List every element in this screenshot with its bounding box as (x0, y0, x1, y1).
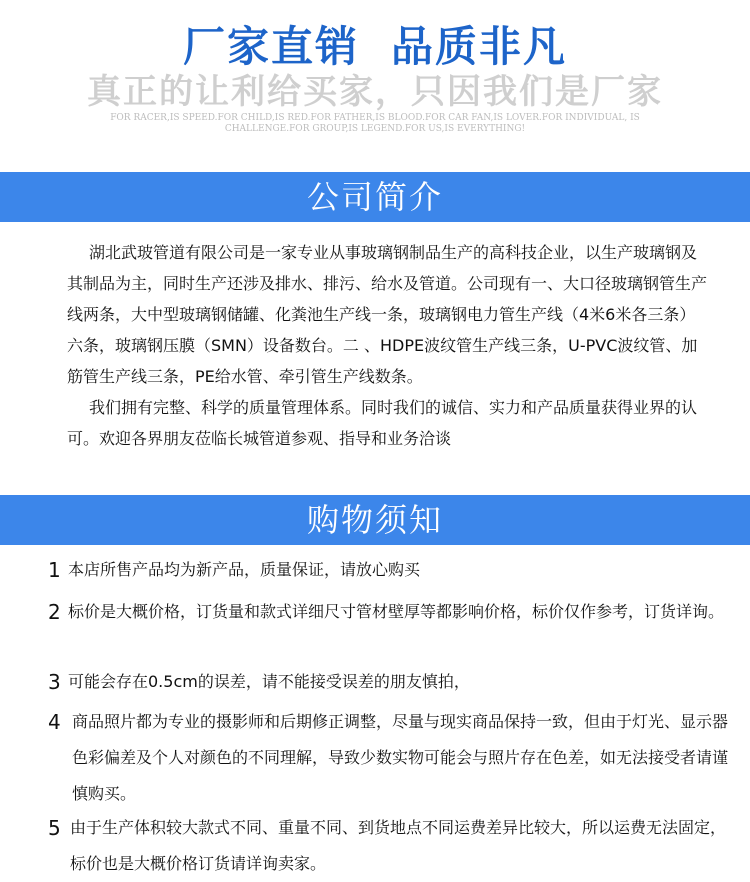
notice-item-number: 1 (48, 558, 61, 582)
notice-item-text: 可能会存在0.5cm的误差，请不能接受误差的朋友慎拍， (68, 672, 470, 691)
notice-item-text: 商品照片都为专业的摄影师和后期修正调整，尽量与现实商品保持一致，但由于灯光、显示器色彩偏差及个人对颜色的不同理解，导致少数实物可能会与照片存在色差，如无法接受者请谨慎购买。 (72, 712, 729, 803)
headline-right: 品质非凡 (391, 22, 568, 71)
hero-header (0, 0, 750, 170)
intro-banner (0, 172, 750, 222)
notice-item (48, 664, 728, 700)
notice-item-number: 3 (48, 670, 61, 694)
intro-title: 公司简介 (306, 178, 443, 216)
notice-item-text: 本店所售产品均为新产品，质量保证，请放心购买 (68, 560, 421, 579)
intro-paragraph-1: 湖北武玻管道有限公司是一家专业从事玻璃钢制品生产的高科技企业，以生产玻璃钢及其制品为主，同时生产还涉及排水、排污、给水及管道。公司现有一、大口径玻璃钢管生产线两条，大中型玻璃钢储罐、化粪池生产线一条，玻璃钢电力管生产线（4米6米各三条）六条，玻璃钢压膜（SMN）设备数台。二 、HDPE波纹管生产线三条，U-PVC波纹管、加筋管生产线三条，PE给水管、牵引管生产线数条。 (67, 243, 708, 386)
notice-item (48, 810, 728, 882)
notice-item-number: 2 (48, 600, 61, 624)
intro-paragraph-2: 我们拥有完整、科学的质量管理体系。同时我们的诚信、实力和产品质量获得业界的认可。欢迎各界朋友莅临长城管道参观、指导和业务洽谈 (67, 398, 698, 448)
notice-banner (0, 495, 750, 545)
notice-item-text: 由于生产体积较大款式不同、重量不同、到货地点不同运费差异比较大，所以运费无法固定，标价也是大概价格订货请详询卖家。 (70, 818, 727, 873)
headline-left: 厂家直销 (182, 22, 359, 71)
notice-item (48, 704, 728, 812)
tagline: FOR RACER,IS SPEED.FOR CHILD,IS RED.FOR FATHER,IS BLOOD.FOR CAR FAN,IS LOVER.FOR INDIVIDUAL, IS CHALLENGE.FOR GROUP,IS LEGEND.FOR US,IS EVERYTHING! (110, 113, 640, 134)
notice-item (48, 552, 728, 588)
notice-item-number: 5 (48, 816, 61, 840)
notice-item (48, 594, 728, 630)
notice-item-text: 标价是大概价格，订货量和款式详细尺寸管材壁厚等都影响价格，标价仅作参考，订货详询。 (68, 602, 725, 621)
notice-item-number: 4 (48, 710, 61, 734)
subline: 真正的让利给买家，只因我们是厂家 (87, 72, 663, 112)
notice-title: 购物须知 (306, 501, 443, 539)
intro-body (67, 237, 707, 454)
